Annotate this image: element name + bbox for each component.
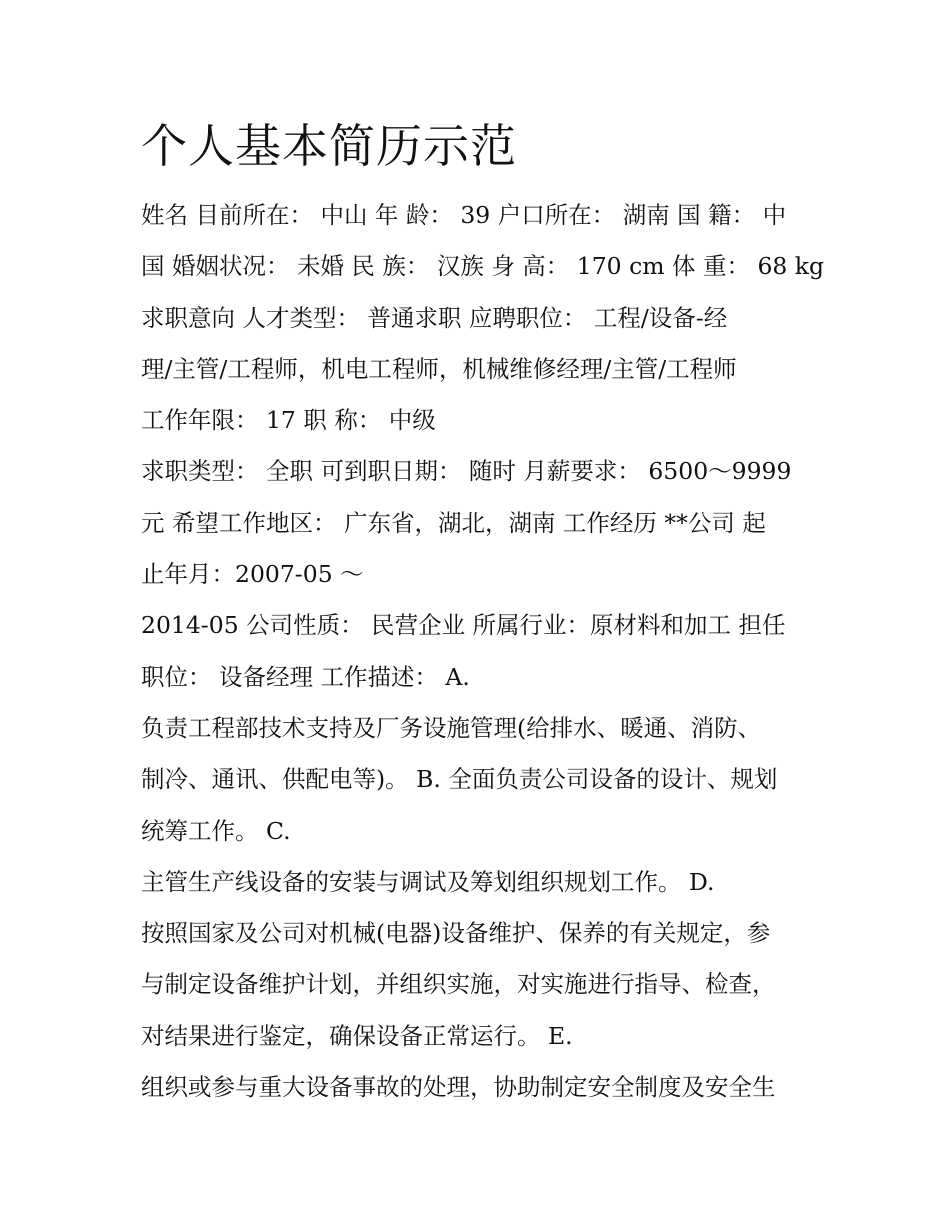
text-line-17: 对结果进行鉴定，确保设备正常运行。 E. — [141, 1021, 573, 1050]
text-line-2: 国 婚姻状况： 未婚 民 族： 汉族 身 高： 170 cm 体 重： 68 kg — [141, 252, 825, 281]
text-line-4: 理/主管/工程师，机电工程师，机械维修经理/主管/工程师 — [141, 354, 737, 383]
text-line-12: 制冷、通讯、供配电等)。 B. 全面负责公司设备的设计、规划 — [141, 765, 778, 794]
resume-document — [141, 112, 825, 1113]
text-line-1: 姓名 目前所在： 中山 年 龄： 39 户口所在： 湖南 国 籍： 中 — [141, 201, 787, 229]
text-line-7: 元 希望工作地区： 广东省，湖北，湖南 工作经历 **公司 起 — [141, 508, 766, 537]
text-line-3: 求职意向 人才类型： 普通求职 应聘职位： 工程/设备-经 — [141, 303, 728, 332]
document-title: 个人基本简历示范 — [141, 119, 517, 173]
text-line-9: 2014-05 公司性质： 民营企业 所属行业：原材料和加工 担任 — [141, 611, 786, 640]
text-line-15: 按照国家及公司对机械(电器)设备维护、保养的有关规定，参 — [141, 919, 771, 948]
text-line-10: 职位： 设备经理 工作描述： A. — [141, 662, 470, 691]
text-line-13: 统筹工作。 C. — [141, 816, 291, 845]
text-line-8: 止年月：2007-05 ～ — [141, 560, 364, 589]
text-line-11: 负责工程部技术支持及厂务设施管理(给排水、暖通、消防、 — [141, 713, 762, 742]
text-line-14: 主管生产线设备的安装与调试及筹划组织规划工作。 D. — [141, 867, 715, 896]
text-line-18: 组织或参与重大设备事故的处理，协助制定安全制度及安全生 — [141, 1073, 776, 1102]
text-line-5: 工作年限： 17 职 称： 中级 — [141, 406, 436, 435]
text-line-6: 求职类型： 全职 可到职日期： 随时 月薪要求： 6500～9999 — [141, 457, 792, 486]
text-line-16: 与制定设备维护计划，并组织实施，对实施进行指导、检查， — [141, 970, 776, 999]
